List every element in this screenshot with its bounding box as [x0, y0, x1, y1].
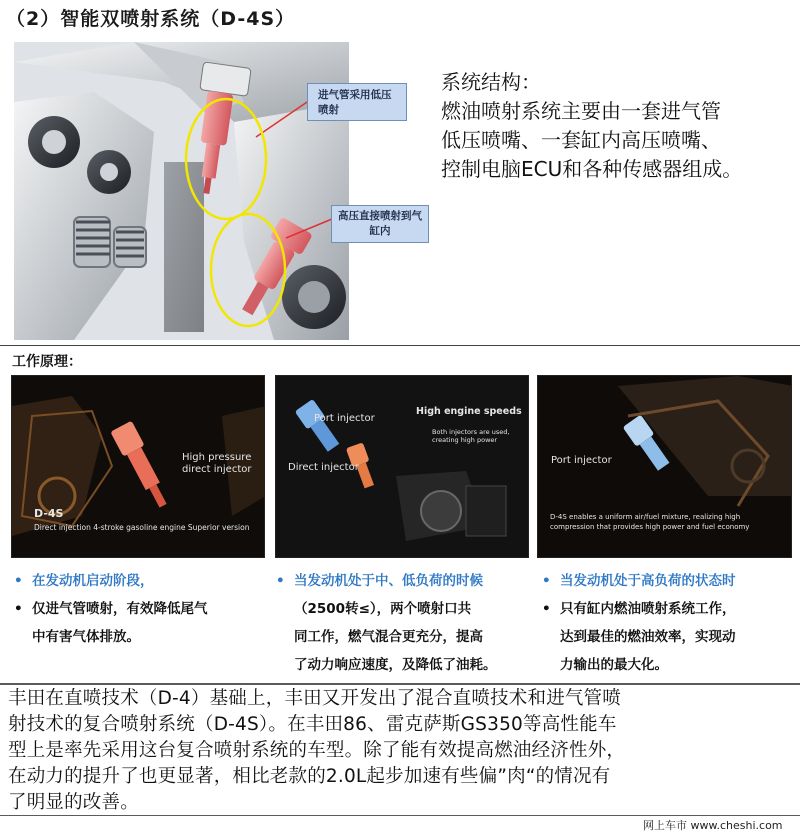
high-speeds-title: High engine speeds [416, 406, 522, 417]
engine-illustration [14, 42, 349, 340]
bullet-icon: • [542, 573, 551, 589]
d4s-caption: Direct injection 4-stroke gasoline engine Superior version [34, 523, 250, 532]
high-load-detail-cont: 达到最佳的燃油效率，实现动 [560, 629, 736, 645]
startup-phase-detail-cont: 中有害气体排放。 [32, 629, 140, 645]
list-item [10, 567, 265, 595]
bullet-icon: • [14, 601, 23, 617]
page-title: （2）智能双喷射系统（D-4S） [6, 8, 296, 30]
structure-line: 低压喷嘴、一套缸内高压喷嘴、 [441, 128, 721, 152]
port-injector-label: Port injector [314, 413, 375, 424]
medium-load-detail: （2500转≤），两个喷射口共 [294, 601, 472, 617]
direct-injector-label: direct injector [182, 464, 252, 475]
section-divider [0, 345, 800, 346]
structure-line: 燃油喷射系统主要由一套进气管 [441, 99, 721, 123]
list-item [272, 567, 527, 595]
summary-line: 丰田在直喷技术（D-4）基础上，丰田又开发出了混合直喷技术和进气管喷 [8, 688, 621, 709]
both-injectors-note: Both injectors are used, [432, 428, 510, 436]
high-power-note: creating high power [432, 436, 498, 444]
high-load-detail-cont: 力输出的最大化。 [560, 657, 668, 673]
bullet-icon: • [276, 573, 285, 589]
medium-load-heading: 当发动机处于中、低负荷的时候 [294, 573, 483, 589]
summary-line: 型上是率先采用这台复合喷射系统的车型。除了能有效提高燃油经济性外， [8, 740, 626, 761]
high-load-column [538, 567, 793, 679]
high-pressure-label: High pressure [182, 452, 252, 463]
system-structure-text [441, 68, 791, 184]
summary-line: 射技术的复合喷射系统（D-4S）。在丰田86、雷克萨斯GS350等高性能车 [8, 714, 617, 735]
d4s-uniform-caption: D-4S enables a uniform air/fuel mixture, realizing high [550, 513, 741, 521]
medium-load-column [272, 567, 527, 679]
bullet-icon: • [542, 601, 551, 617]
high-load-heading: 当发动机处于高负荷的状态时 [560, 573, 736, 589]
list-item [538, 567, 793, 595]
video-still-startup [11, 375, 265, 558]
high-load-detail: 只有缸内燃油喷射系统工作， [560, 601, 736, 617]
port-injector-label-3: Port injector [551, 455, 612, 466]
site-watermark: 网上车市 www.cheshi.com [643, 819, 783, 832]
list-item [538, 595, 793, 623]
d4s-compression-caption: compression that provides high power and fuel economy [550, 523, 750, 531]
video-still-high-load [537, 375, 792, 558]
engine-cutaway-image [14, 42, 349, 340]
direct-injector-label-2: Direct injector [288, 462, 359, 473]
structure-heading: 系统结构： [441, 70, 541, 94]
structure-line: 控制电脑ECU和各种传感器组成。 [441, 157, 743, 181]
startup-phase-heading: 在发动机启动阶段， [32, 573, 154, 589]
summary-line: 了明显的改善。 [8, 792, 139, 813]
summary-paragraph [8, 686, 798, 816]
startup-phase-column [10, 567, 265, 651]
startup-phase-detail: 仅进气管喷射，有效降低尾气 [32, 601, 208, 617]
callout-intake-injection: 进气管采用低压喷射 [307, 83, 407, 121]
summary-line: 在动力的提升了也更显著，相比老款的2.0L起步加速有些偏”肉“的情况有 [8, 766, 611, 787]
medium-load-detail: 了动力响应速度，及降低了油耗。 [294, 657, 497, 673]
video-still-medium-load [275, 375, 529, 558]
list-item [10, 595, 265, 623]
principle-heading: 工作原理： [12, 354, 82, 370]
d4s-badge: D-4S [34, 507, 64, 520]
medium-load-detail: 同工作，燃气混合更充分，提高 [294, 629, 483, 645]
bullet-icon: • [14, 573, 23, 589]
callout-direct-injection: 高压直接喷射到气缸内 [331, 205, 429, 243]
